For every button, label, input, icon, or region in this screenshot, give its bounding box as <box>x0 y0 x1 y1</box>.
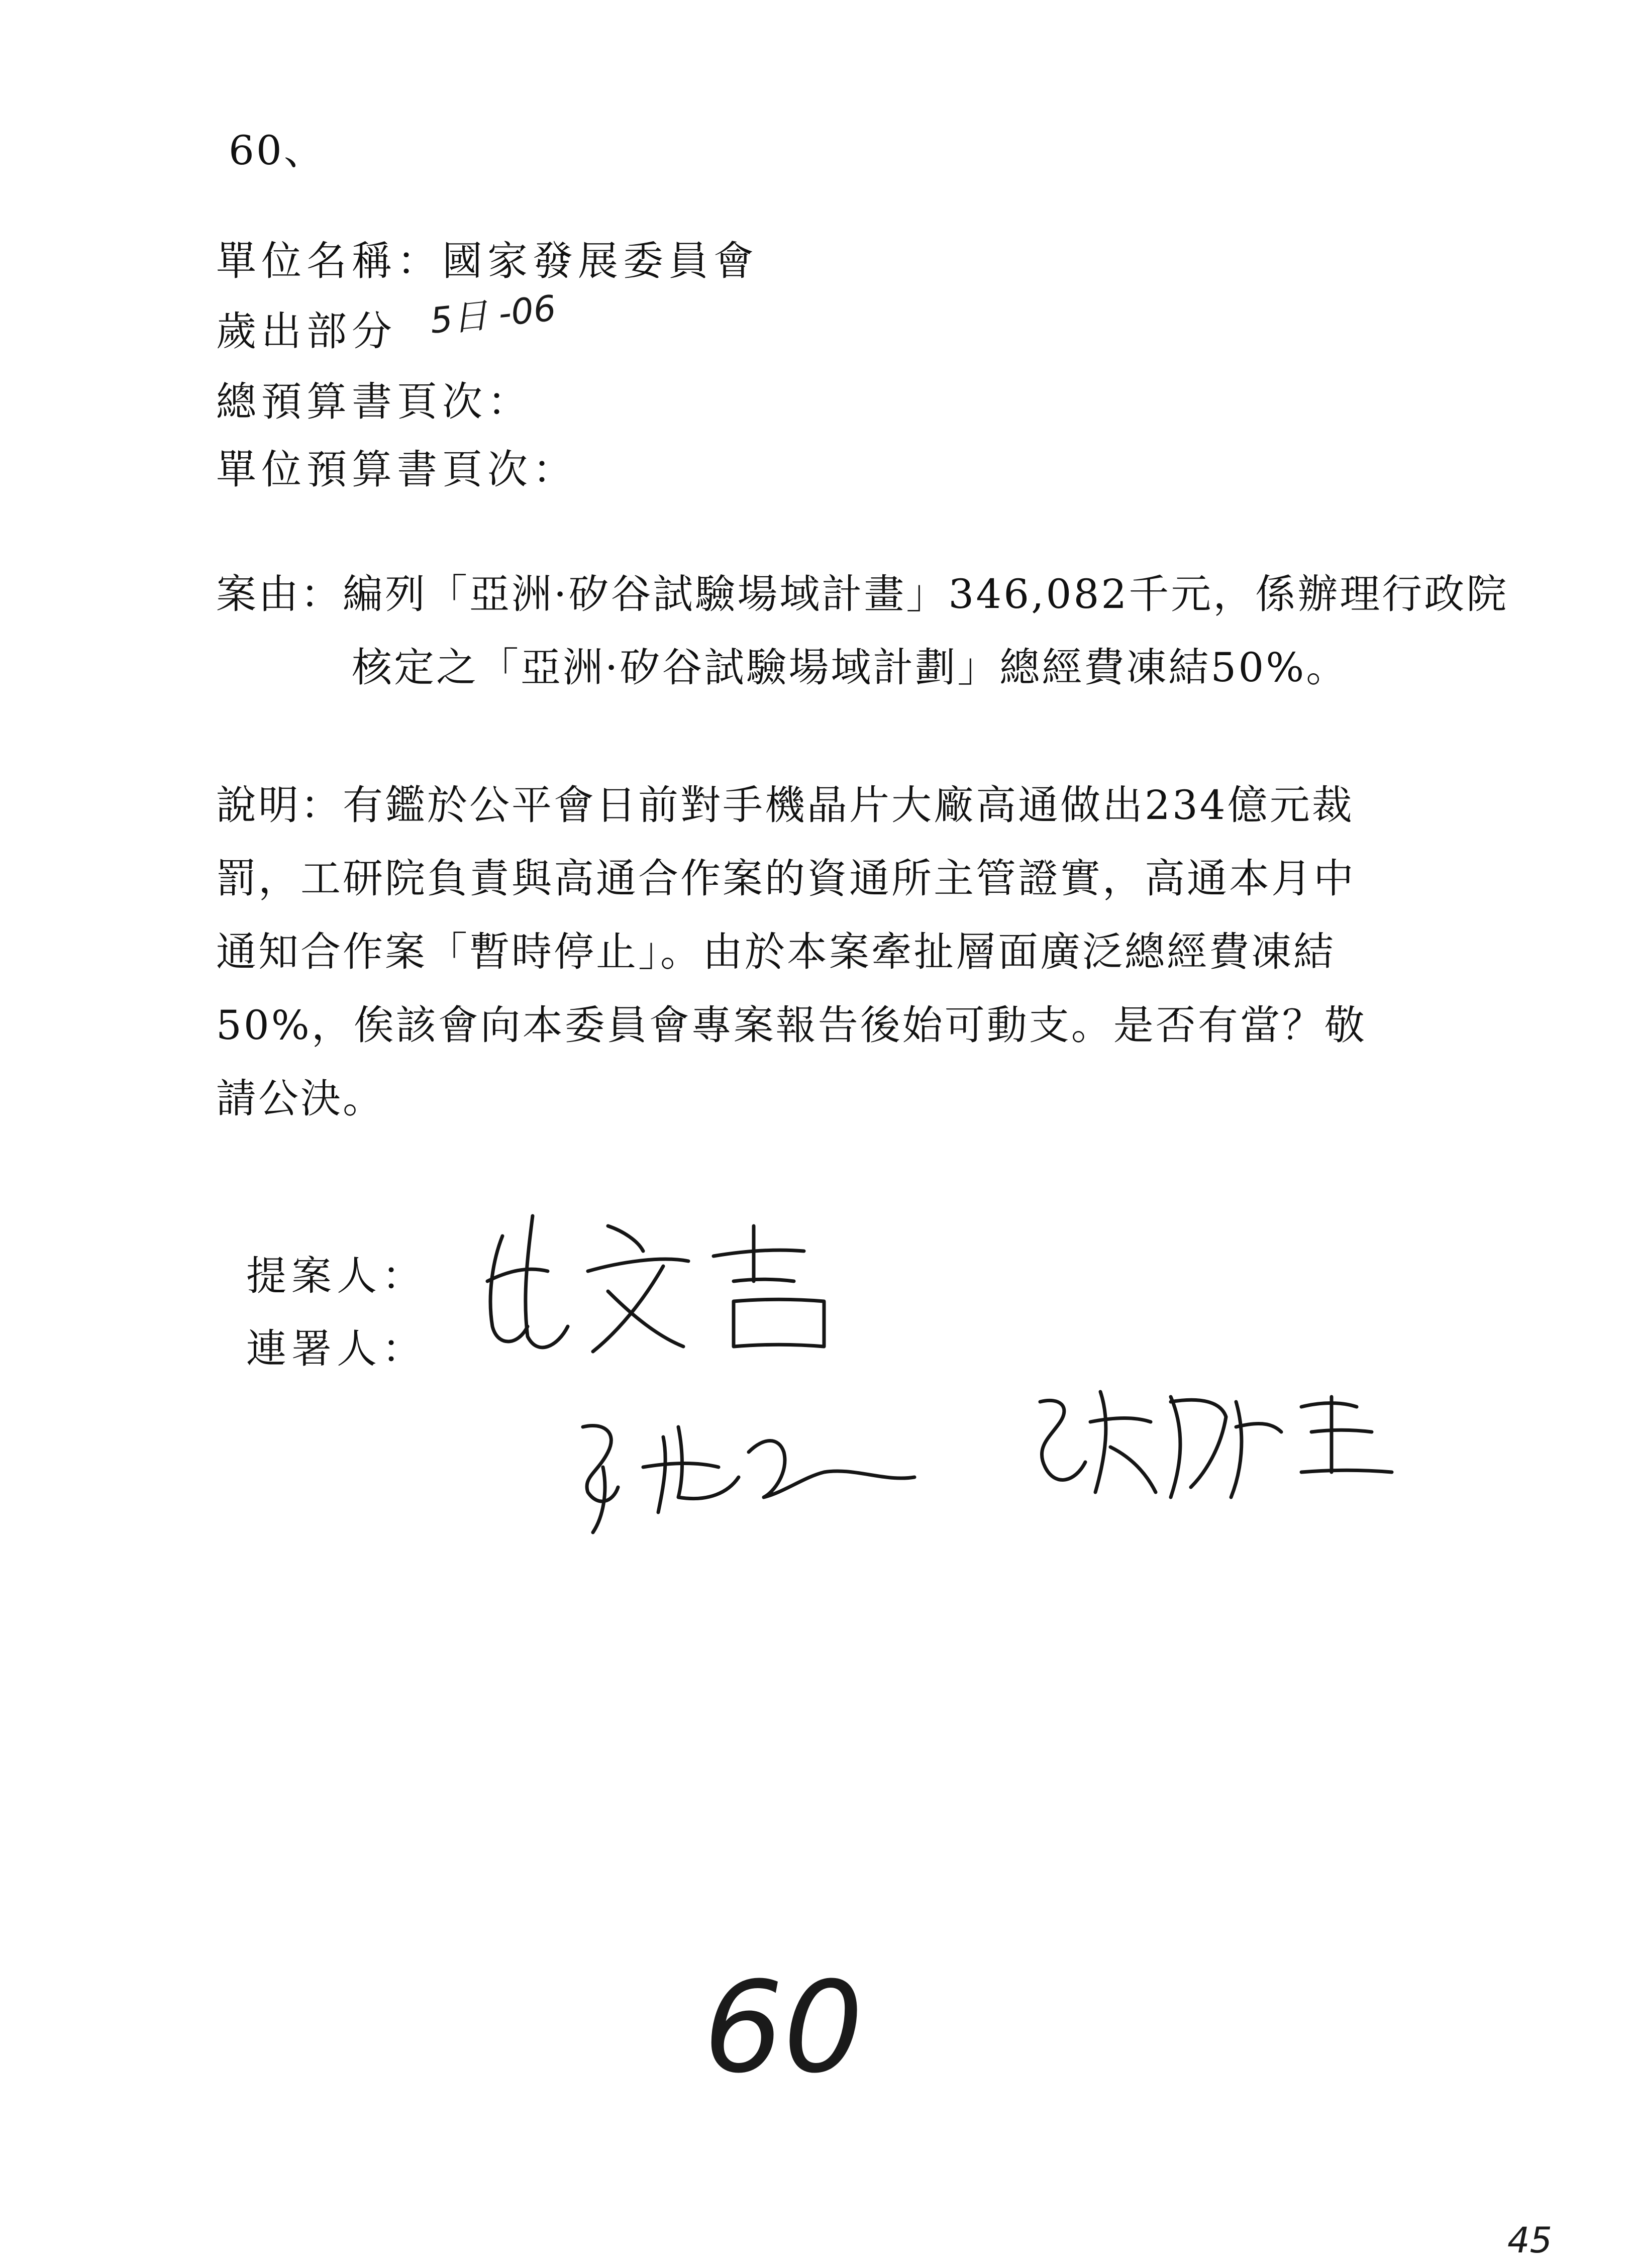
reason-paragraph <box>216 558 1517 704</box>
unit-name: 單位名稱：國家發展委員會 <box>216 238 759 284</box>
expenditure-label: 歲出部分 <box>216 308 397 355</box>
reason-label: 案由： <box>216 571 343 617</box>
proposer-signature <box>472 1196 864 1367</box>
reason-text: 編列「亞洲·矽谷試驗場域計畫」346,082千元，係辦理行政院核定之「亞洲·矽谷試驗場域計劃」總經費凍結50%。 <box>343 571 1509 691</box>
expenditure-handwritten-note: 5日 -06 <box>428 287 558 342</box>
explanation-text: 有鑑於公平會日前對手機晶片大廠高通做出234億元裁罰，工研院負責與高通合作案的資通所主管證實，高通本月中通知合作案「暫時停止」。由於本案牽扯層面廣泛總經費凍結 50%，俟該會向本委員會專案報告後始可動支。是否有當？敬請公決。 <box>216 782 1367 1122</box>
cosigner-signature-1 <box>563 1407 955 1537</box>
cosigner-label: 連署人： <box>246 1325 427 1372</box>
page-number: 45 <box>1507 2220 1553 2261</box>
explanation-label: 說明： <box>216 782 343 829</box>
proposer-label: 提案人： <box>246 1253 427 1299</box>
explanation-paragraph <box>216 769 1382 1136</box>
unit-budget-page-label: 單位預算書頁次： <box>216 446 578 493</box>
handwritten-number: 60 <box>703 1954 864 2101</box>
item-number: 60、 <box>229 127 326 174</box>
total-budget-page-label: 總預算書頁次： <box>216 378 533 425</box>
cosigner-signature-2 <box>1020 1372 1402 1507</box>
